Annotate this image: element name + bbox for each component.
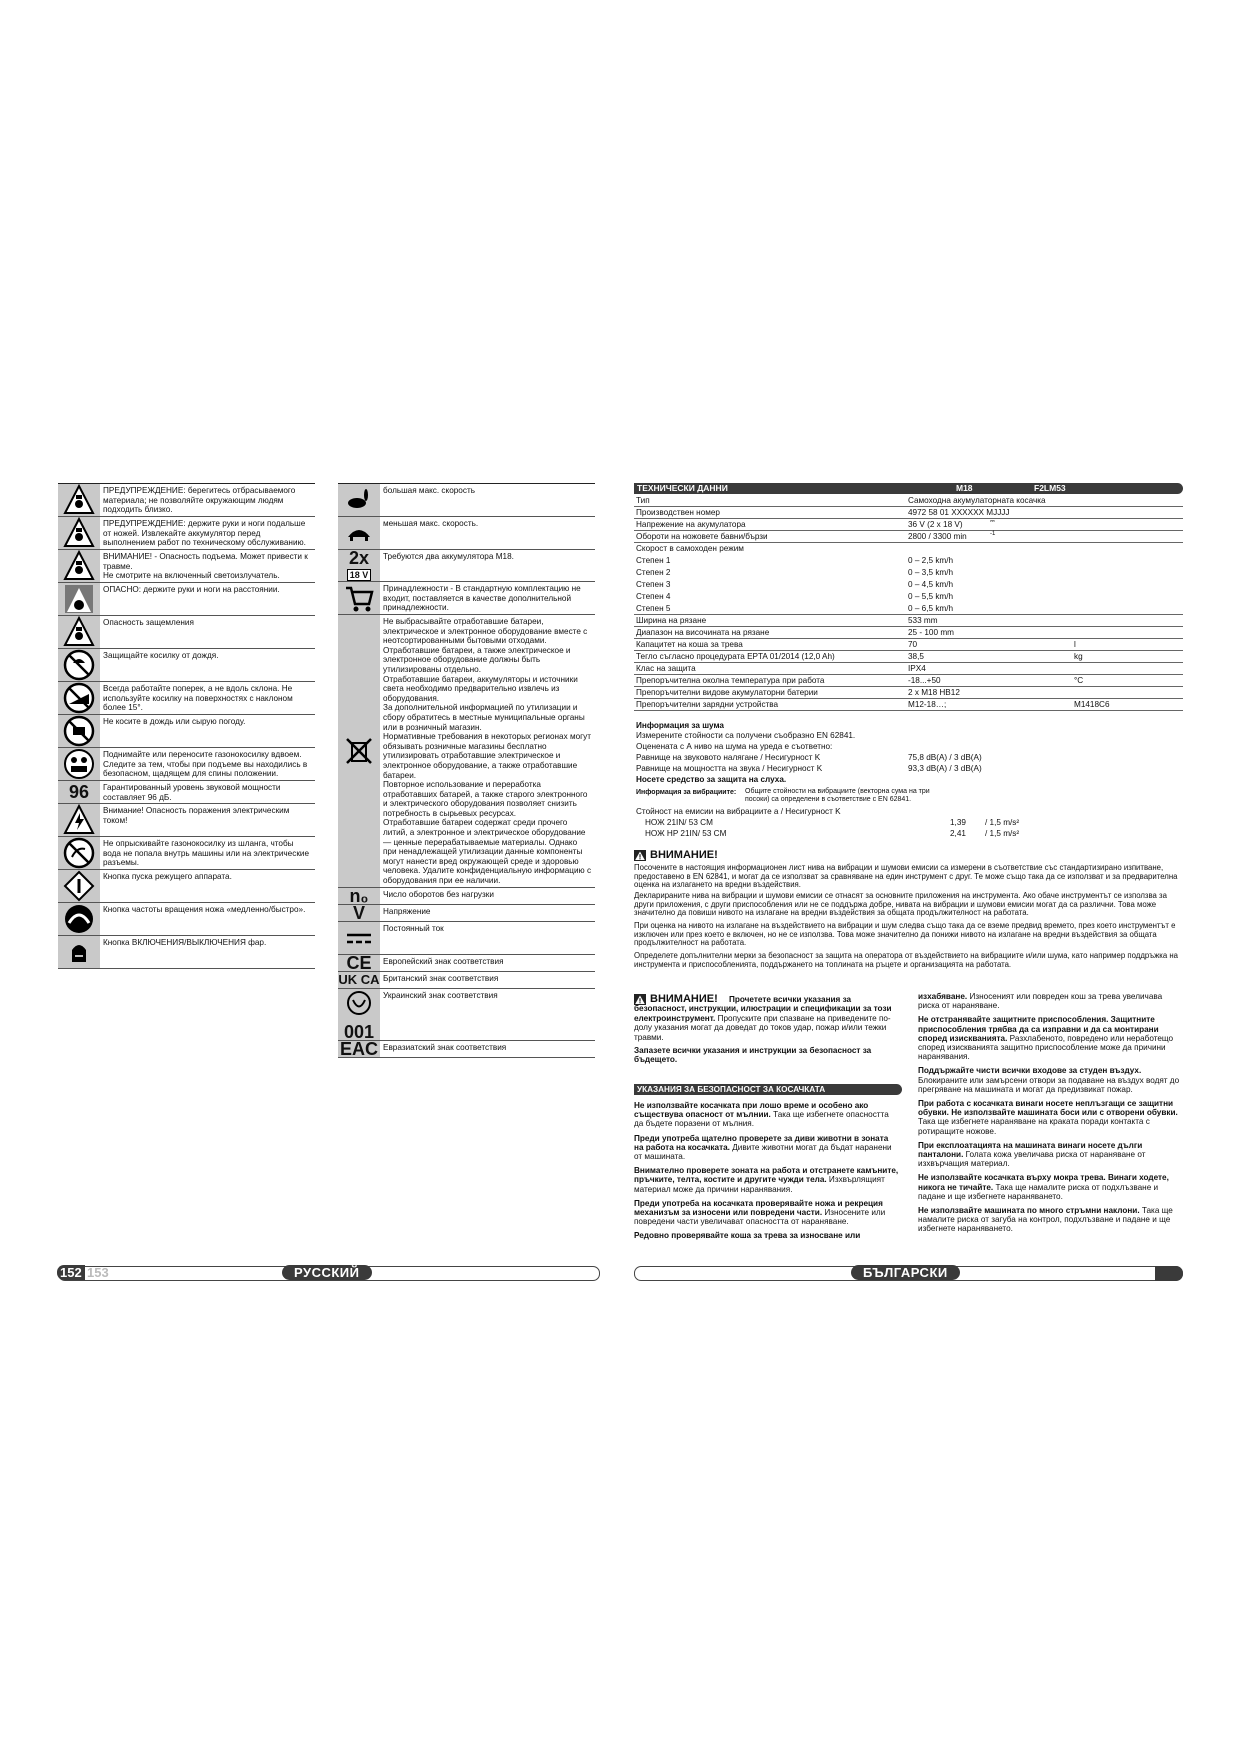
tech-label: Степен 2: [636, 568, 671, 577]
safety-instruction: [634, 1231, 899, 1240]
tech-data-row: [634, 531, 1183, 543]
tech-data-row: [634, 591, 1183, 602]
tech-data-row: [634, 699, 1183, 711]
tech-label: Препоръчителни видове акумулаторни батерии: [636, 688, 818, 697]
blade-speed-icon-graphic: [63, 903, 95, 935]
warning-heading: [634, 849, 718, 861]
tech-value: M12-18…;: [908, 700, 947, 709]
safety-instruction-text: Така ще избегнете опасността да бъдете поразени от мълния.: [634, 1110, 889, 1129]
vibration-title: Информация за вибрациите:: [636, 789, 737, 796]
eac-mark-icon: [338, 1041, 380, 1057]
lift-warning-icon-graphic: [63, 550, 95, 582]
noise-label: Равнище на мощността на звука / Несигурност K: [636, 764, 823, 773]
tech-value: 0 – 4,5 km/h: [908, 580, 954, 589]
pinch-icon-graphic: [63, 616, 95, 648]
tech-label: Диапазон на височината на рязане: [636, 628, 770, 637]
warning2-bold: Прочетете всички указания за безопасност, инструкции, илюстрации и спецификации за този електроинструмент.: [634, 995, 892, 1023]
safety-section-header: УКАЗАНИЯ ЗА БЕЗОПАСНОСТ ЗА КОСАЧКАТА: [634, 1084, 902, 1095]
tech-value: -18...+50: [908, 676, 941, 685]
tech-label: Ширина на рязане: [636, 616, 707, 625]
tech-label: Степен 5: [636, 604, 671, 613]
tech-label: Тип: [636, 496, 650, 505]
safety-instruction: [634, 1134, 899, 1162]
safety-instruction-text: Износеният или повреден кош за трева увеличава риска от нараняване.: [918, 992, 1163, 1011]
symbol-row: [338, 922, 595, 955]
page-number-153: 153: [87, 1265, 109, 1280]
warning2-text: [634, 995, 899, 1042]
safety-left-column: [634, 1101, 899, 1246]
battery-2x-icon-label: 2x: [348, 550, 370, 568]
vibration-row-unit: / 1,5 m/s²: [985, 829, 1020, 838]
tech-label: Тегло съгласно процедурата EPTA 01/2014 (12,0 Ah): [636, 652, 835, 661]
dc-icon-graphic: [343, 922, 375, 954]
safety-right-column: [918, 992, 1183, 1239]
noise-value: 75,8 dB(A) / 3 dB(A): [908, 753, 982, 762]
symbol-description: Поднимайте или переносите газонокосилку вдвоем. Следите за тем, чтобы при подъеме вы находились в безопасном, щадящем для спины положении.: [103, 750, 308, 779]
tech-value: 36 V (2 x 18 V): [908, 520, 963, 529]
tech-value: l: [1074, 640, 1076, 649]
symbol-description: Принадлежности - В стандартную комплектацию не входит, поставляется в качестве дополнительной принадлежности.: [383, 584, 581, 613]
safety-instruction: [918, 1066, 1183, 1094]
sound-power-icon: [58, 781, 100, 803]
symbol-row: [58, 781, 315, 804]
warning-paragraph: Определете допълнителни мерки за безопасност за защита на оператора от въздействието на вибрациите и/или шума, като например поддръжка на инструмента и приспособленията, поддържането на топлината на ръцете и организацията на работата.: [634, 951, 1179, 969]
symbol-row: [338, 989, 595, 1041]
safety-instruction-text: Износените или повредени части увеличават опасността от нараняване.: [634, 1208, 886, 1227]
symbol-description: Кнопка частоты вращения ножа «медленно/быстро».: [103, 905, 306, 915]
tech-data-header: [634, 483, 1183, 494]
symbol-description: Кнопка пуска режущего аппарата.: [103, 872, 232, 882]
symbol-row: [58, 837, 315, 870]
language-label-bg: БЪЛГАРСКИ: [851, 1265, 960, 1280]
symbol-row: [338, 517, 595, 550]
electric-shock-icon: [58, 804, 100, 836]
safety-instruction-text: Изхвърлящият материал може да причини наранявания.: [634, 1175, 885, 1194]
blade-warning-icon-graphic: [63, 484, 95, 516]
symbol-row: [58, 550, 315, 583]
safety-instruction: [918, 1206, 1183, 1234]
symbol-description: Кнопка ВКЛЮЧЕНИЯ/ВЫКЛЮЧЕНИЯ фар.: [103, 938, 267, 948]
tech-value: IPX4: [908, 664, 926, 673]
ce-mark-icon: [338, 955, 380, 971]
safety-instruction-bold: Редовно проверявайте коша за трева за износване или: [634, 1231, 861, 1241]
two-person-lift-icon: [58, 748, 100, 780]
symbol-description: Британский знак соответствия: [383, 973, 499, 983]
tech-label: Препоръчителни зарядни устройства: [636, 700, 779, 709]
symbol-row: [58, 804, 315, 837]
safety-instruction-text: Блокираните или замърсени отвори за подаване на въздух водят до прегряване на машината и могат да предизвикат пожар.: [918, 1075, 1180, 1094]
vibration-row-value: 1,39: [950, 818, 966, 827]
symbol-row: [338, 972, 595, 989]
safety-instruction-bold: Не използвайте косачката при лошо време и особено ако съществува опасност от мълнии.: [634, 1101, 869, 1120]
ukca-mark-icon-label: UK CA: [338, 971, 380, 987]
turtle-icon-graphic: [343, 517, 375, 549]
safety-instruction-bold: Преди употреба на косачката проверявайте ножа и рекреция механизъм за износени или повредени части.: [634, 1198, 883, 1218]
symbol-description: Не косите в дождь или сырую погоду.: [103, 717, 246, 726]
tech-label: Капацитет на коша за трева: [636, 640, 743, 649]
symbol-row: [58, 870, 315, 903]
tech-value: 2 x M18 HB12: [908, 688, 960, 697]
tech-data-row: [634, 639, 1183, 651]
symbol-description: Внимание! Опасность поражения электрическим током!: [103, 806, 290, 825]
symbol-description: Украинский знак соответствия: [383, 990, 498, 1000]
tech-data-row: [634, 627, 1183, 639]
tech-label: Производствен номер: [636, 508, 720, 517]
tech-data-row: [634, 579, 1183, 590]
symbol-description: ПРЕДУПРЕЖДЕНИЕ: держите руки и ноги подальше от ножей. Извлекайте аккумулятор перед выполнением работ по техническому обслуживанию.: [103, 519, 306, 548]
symbol-description: Не выбрасывайте отработавшие батареи, электрическое и электронное оборудование вместе с неотсортированными бытовыми отходами. Отработавшие батареи, а также электрическое и электронное оборудование должны быть утилизированы отдельно. Отработавшие батареи, аккумуляторы и источники света необходимо предварительно извлечь из оборудования. За дополнительной информацией по утилизации и сбору обратитесь в местные муниципальные органы или в розничный магазин. Нормативные требования в некоторых регионах могут обязывать розничные магазины бесплатно утилизировать отработавшие электрическое и электронное оборудование, а также отработавшие батареи. Повторное использование и переработка отработавших батарей, а также старого электронного и электрического оборудования позволяет снизить потребность в сырьевых ресурсах. Отработавшие батареи содержат среди прочего литий, а электронное и электрическое оборудование — ценные перерабатываемые материалы. Однако при ненадлежащей утилизации данные компоненты могут нанести вред окружающей среде и здоровью человека. Удалите конфиденциальную информацию с оборудования при ее наличии.: [383, 617, 592, 886]
tech-data-row: [634, 567, 1183, 578]
cart-icon: [338, 582, 380, 614]
ukca-mark-icon: [338, 972, 380, 988]
rabbit-icon-graphic: [343, 484, 375, 516]
tech-value: Самоходна акумулаторната косачка: [908, 496, 1046, 505]
symbol-description: меньшая макс. скорость.: [383, 519, 479, 528]
tech-value: 0 – 5,5 km/h: [908, 592, 954, 601]
tech-data-row: [634, 675, 1183, 687]
symbol-row: [58, 748, 315, 781]
tech-data-row: [634, 663, 1183, 675]
warning-paragraph: Декларираните нива на вибрации и шумови емисии се отнасят за основните приложения на инструмента. Ако обаче инструментът се използва за други приложения, с други приспособления или не се поддържа добре, нивата на вибрации и шумови емисии могат да са различни. Това може значително да повиши нивото на излагане на вредни въздействия за общата продължителност на работата.: [634, 891, 1167, 918]
vibration-label: Стойност на емисии на вибрациите a / Несигурност K: [636, 807, 841, 816]
voltage-icon-label: V: [352, 904, 365, 922]
safety-instruction: [918, 1173, 1183, 1201]
blade-speed-icon: [58, 903, 100, 935]
symbol-description: ОПАСНО: держите руки и ноги на расстоянии.: [103, 585, 280, 594]
tech-data-row: [634, 519, 1183, 531]
symbol-description: ВНИМАНИЕ! - Опасность подъема. Может привести к травме. Не смотрите на включенный светоизлучатель.: [103, 552, 308, 581]
two-person-lift-icon-graphic: [63, 748, 95, 780]
symbol-description: Всегда работайте поперек, а не вдоль склона. Не используйте косилку на поверхностях с наклоном более 15°.: [103, 684, 293, 713]
no-wet-grass-icon: [58, 715, 100, 747]
symbols-column-1: [58, 483, 315, 969]
tech-label: Степен 1: [636, 556, 671, 565]
symbol-row: [58, 903, 315, 936]
symbol-row: [338, 615, 595, 888]
symbol-row: [338, 582, 595, 615]
no-hose-icon: [58, 837, 100, 869]
vibration-row-unit: / 1,5 m/s²: [985, 818, 1020, 827]
model-f2lm53: F2LM53: [1034, 483, 1066, 493]
symbol-row: [338, 955, 595, 972]
safety-instruction: [918, 1141, 1183, 1169]
safety-instruction-bold: Поддържайте чисти всички входове за студен въздух.: [918, 1066, 1142, 1076]
safety-instruction-text: Така ще избегнете нараняване на краката поради контакта с ротиращите ножове.: [918, 1117, 1150, 1136]
safety-instruction: [634, 1101, 899, 1129]
safety-instruction-text: Така ще намалите риска от загуба на контрол, подхлъзване и падане и ще избегнете нараняването.: [918, 1206, 1173, 1234]
tech-data-row: [634, 615, 1183, 627]
safety-instruction: [918, 1099, 1183, 1136]
vibration-row-value: 2,41: [950, 829, 966, 838]
symbol-description: ПРЕДУПРЕЖДЕНИЕ: берегитесь отбрасываемого материала; не позволяйте окружающим людям подходить близко.: [103, 486, 296, 515]
tech-value: kg: [1074, 652, 1083, 661]
symbol-description: Постоянный ток: [383, 923, 444, 933]
symbol-row: [58, 715, 315, 748]
tech-label: Степен 3: [636, 580, 671, 589]
symbols-column-2: [338, 483, 595, 1058]
symbol-row: [338, 1041, 595, 1058]
safety-instruction-text: Така ще намалите риска от подхлъзване и падане и ще избегнете нараняването.: [918, 1182, 1159, 1201]
vibration-row-label: НОЖ 21IN/ 53 CM: [645, 818, 713, 827]
lift-warning-icon: [58, 550, 100, 582]
warning-triangle-icon: [634, 850, 646, 861]
weee-icon: [338, 615, 380, 887]
noise-label: Равнище на звуковото налягане / Несигурност K: [636, 753, 821, 762]
tech-value: 38,5: [908, 652, 924, 661]
tech-value: 70: [908, 640, 918, 649]
tech-value: M1418C6: [1074, 700, 1110, 709]
safety-instruction: [634, 1199, 899, 1227]
start-button-icon: [58, 870, 100, 902]
symbol-row: [58, 484, 315, 517]
hand-blade-warning-icon: [58, 517, 100, 549]
symbol-row: [338, 888, 595, 905]
pinch-icon: [58, 616, 100, 648]
noise-title: Информация за шума: [636, 721, 724, 730]
dc-icon: [338, 922, 380, 954]
ce-mark-icon-label: CE: [346, 954, 372, 972]
symbol-row: [58, 616, 315, 649]
headlight-icon: [58, 936, 100, 968]
vibration-row-label: НОЖ HP 21IN/ 53 CM: [645, 829, 727, 838]
turtle-icon: [338, 517, 380, 549]
tech-value: -1: [990, 531, 996, 537]
no-hose-icon-graphic: [63, 837, 95, 869]
tech-data-row: [634, 507, 1183, 519]
no-load-speed-icon: [338, 888, 380, 904]
tech-value: 25 - 100 mm: [908, 628, 954, 637]
tech-label: Скорост в самоходен режим: [636, 544, 744, 553]
symbol-description: Евразиатский знак соответствия: [383, 1042, 507, 1052]
symbol-row: [58, 682, 315, 715]
tech-value: ⎓: [990, 519, 995, 525]
danger-hand-icon: [58, 583, 100, 615]
warning-paragraph: Посочените в настоящия информационен лист нива на вибрации и шумови емисии са измерени в съответствие със стандартизирано изпитване, предоставено в EN 62841, и могат да се използват за сравняване на един инструмент с друг. Те може също така да се използват и за предварителна оценка на излагането на вредни въздействия.: [634, 863, 1178, 890]
warning-title: ВНИМАНИЕ!: [650, 849, 718, 861]
no-load-speed-icon-label: n₀: [349, 887, 369, 905]
tech-value: °C: [1074, 676, 1084, 685]
tech-value: 4972 58 01 XXXXXX MJJJJ: [908, 508, 1010, 517]
battery-2x-icon-voltage-label: 18 V: [347, 569, 372, 581]
tech-data-row: [634, 687, 1183, 699]
weee-icon-graphic: [343, 735, 375, 767]
sound-power-icon-label: 96: [68, 782, 90, 803]
symbol-description: Европейский знак соответствия: [383, 956, 504, 966]
symbol-row: [338, 905, 595, 922]
battery-2x-icon: [338, 550, 380, 581]
symbol-row: [58, 517, 315, 550]
tech-label: Степен 4: [636, 592, 671, 601]
symbol-description: Не опрыскивайте газонокосилку из шланга, чтобы вода не попала внутрь машины или на электрические разъемы.: [103, 839, 310, 868]
tech-data-row: [634, 495, 1183, 507]
blade-warning-icon: [58, 484, 100, 516]
headlight-icon-graphic: [63, 936, 95, 968]
eac-mark-icon-label: EAC: [339, 1040, 378, 1058]
no-rain-icon: [58, 649, 100, 681]
page-number-152: 152: [57, 1265, 85, 1280]
warning2-keep: Запазете всички указания и инструкции за безопасност за бъдещето.: [634, 1046, 872, 1065]
safety-instruction-bold: Не използвайте косачката върху мокра трева. Винаги ходете, никога не тичайте.: [918, 1173, 1169, 1192]
hand-blade-warning-icon-graphic: [63, 517, 95, 549]
symbol-row: [58, 936, 315, 969]
symbol-row: [58, 649, 315, 682]
symbol-description: Напряжение: [383, 906, 431, 916]
voltage-icon: [338, 905, 380, 921]
symbol-row: [58, 583, 315, 616]
symbol-description: Требуются два аккумулятора M18.: [383, 552, 514, 561]
noise-value: 93,3 dB(A) / 3 dB(A): [908, 764, 982, 773]
rabbit-icon: [338, 484, 380, 516]
symbol-description: Число оборотов без нагрузки: [383, 889, 494, 899]
tech-value: 0 – 2,5 km/h: [908, 556, 954, 565]
tech-label: Клас на защита: [636, 664, 696, 673]
safety-instruction: [918, 1015, 1183, 1061]
safety-instruction-bold: Внимателно проверете зоната на работа и отстранете камъните, пръчките, телта, костите и другите чужди тела.: [634, 1166, 899, 1185]
language-label-ru: РУССКИЙ: [282, 1265, 372, 1280]
tech-data-row: [634, 555, 1183, 566]
symbol-description: большая макс. скорость: [383, 486, 475, 495]
danger-hand-icon-graphic: [63, 583, 95, 615]
right-footer-cap: [1155, 1266, 1183, 1281]
symbol-description: Опасность защемления: [103, 618, 194, 627]
tech-data-row: [634, 543, 1183, 554]
safety-instruction-bold: При работа с косачката винаги носете неплъзгащи се защитни обувки. Не използвайте машината боси или с отворени обувки.: [918, 1099, 1178, 1118]
tech-data-row: [634, 603, 1183, 615]
vibration-description: Общите стойности на вибрациите (векторна сума на три посоки) са определени в съответствие с EN 62841.: [745, 788, 930, 803]
tech-label: Обороти на ножовете бавни/бързи: [636, 532, 768, 541]
noise-line: Измерените стойности са получени съобразно EN 62841.: [636, 731, 856, 740]
safety-instruction-bold: Не използвайте машината по много стръмни наклони.: [918, 1206, 1140, 1216]
model-m18: M18: [956, 483, 973, 493]
symbol-row: [338, 550, 595, 582]
tech-value: 0 – 6,5 km/h: [908, 604, 954, 613]
symbol-row: [338, 484, 595, 517]
safety-instruction-bold: При експлоатацията на машината винаги носете дълги панталони.: [918, 1140, 1143, 1160]
tech-label: Препоръчителна околна температура при работа: [636, 676, 825, 685]
no-rain-icon-graphic: [63, 649, 95, 681]
symbol-description: Защищайте косилку от дождя.: [103, 651, 219, 660]
safety-instruction-text: Голата кожа увеличава риска от нараняване от изхвърчащия материал.: [918, 1150, 1146, 1169]
start-button-icon-graphic: [63, 870, 95, 902]
tech-label: Напрежение на акумулатора: [636, 520, 746, 529]
slope-icon: [58, 682, 100, 714]
safety-instruction-bold: изхабяване.: [918, 992, 968, 1001]
tech-value: 0 – 3,5 km/h: [908, 568, 954, 577]
cart-icon-graphic: [343, 582, 375, 614]
safety-instruction-text: Дивите животни могат да бъдат наранени от машината.: [634, 1142, 892, 1162]
symbol-description: Гарантированный уровень звуковой мощности составляет 96 дБ.: [103, 783, 281, 802]
ua-mark-icon: [338, 989, 380, 1040]
warning2-title: ВНИМАНИЕ!: [650, 993, 718, 1005]
electric-shock-icon-graphic: [63, 804, 95, 836]
safety-instruction: [918, 992, 1183, 1010]
safety-instruction: [634, 1166, 899, 1194]
ear-protection-note: Носете средство за защита на слуха.: [636, 775, 787, 784]
ua-mark-icon-label: 001: [343, 1021, 375, 1041]
safety-instruction-bold: Не отстранявайте защитните приспособления. Защитните приспособления трябва да са изправни и да са монтирани според изискванията.: [918, 1015, 1159, 1043]
warning2-body: Пропуските при спазване на приведените по-долу указания могат да доведат до токов удар, пожар и/или тежки травми.: [634, 1013, 891, 1042]
tech-data-row: [634, 651, 1183, 663]
warning-paragraph: При оценка на нивото на излагане на въздействието на вибрации и шум следва също така да се вземе предвид времето, през което инструментът е изключен или през което е включен, но не се използва. Това може значително да понижи нивото на излагане на вредни въздействия за общата продължителност на работата.: [634, 921, 1176, 948]
ua-mark-icon-graphic: [343, 989, 375, 1021]
safety-instruction-bold: Преди употреба щателно проверете за диви животни в зоната на работа на косачката.: [634, 1133, 889, 1152]
no-wet-grass-icon-graphic: [63, 715, 95, 747]
safety-instruction-text: Разхлабеното, повредено или неработещо според изискванията защитно приспособление може да причини наранявания.: [918, 1033, 1174, 1062]
noise-line: Оценената с А ниво на шума на уреда е съответно:: [636, 742, 833, 751]
slope-icon-graphic: [63, 682, 95, 714]
tech-data-title: ТЕХНИЧЕСКИ ДАННИ: [637, 483, 728, 493]
tech-value: 2800 / 3300 min: [908, 532, 967, 541]
tech-value: 533 mm: [908, 616, 938, 625]
